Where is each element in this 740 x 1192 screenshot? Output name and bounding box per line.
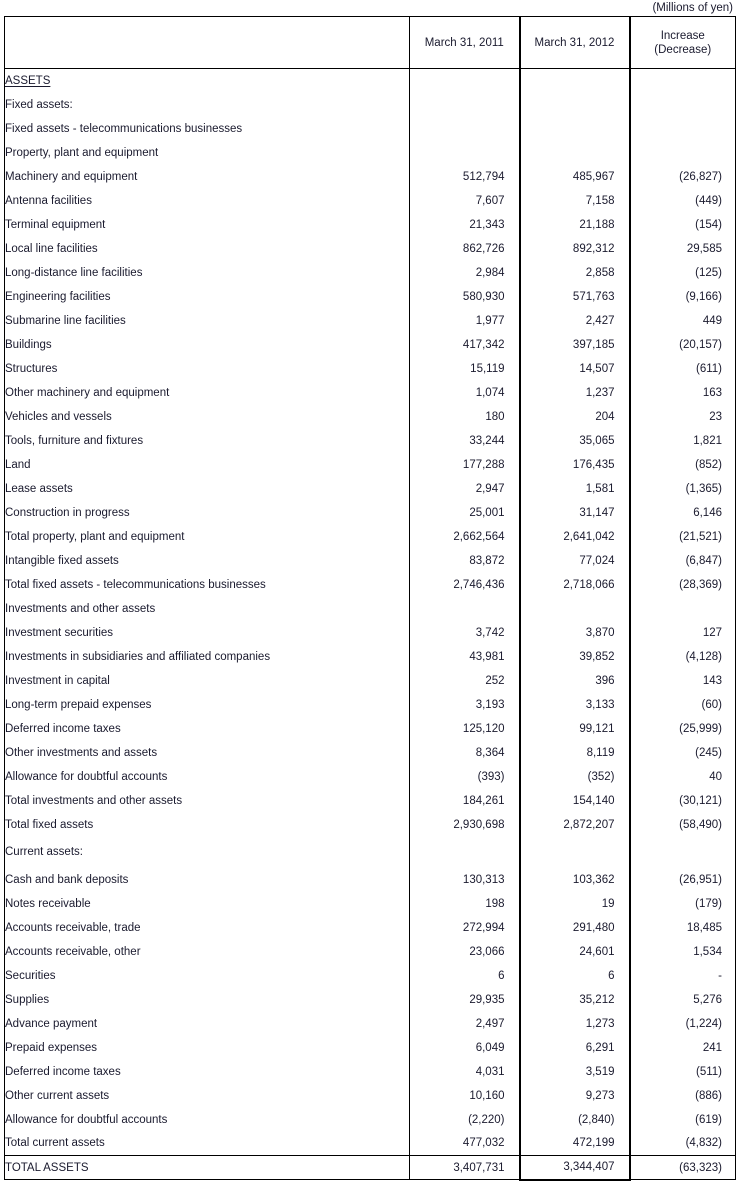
- row-value-2011: 23,066: [410, 940, 520, 964]
- table-row: [5, 141, 736, 165]
- table-row: [5, 261, 736, 285]
- row-value-2011: 7,607: [410, 189, 520, 213]
- table-row: [5, 988, 736, 1012]
- row-value-increase-decrease: [630, 141, 736, 165]
- table-row: [5, 669, 736, 693]
- table-row: [5, 237, 736, 261]
- table-row: [5, 69, 736, 93]
- row-value-2012: 35,065: [520, 429, 630, 453]
- row-value-2012: (352): [520, 765, 630, 789]
- row-label: Engineering facilities: [5, 285, 410, 309]
- row-value-2011: 3,742: [410, 621, 520, 645]
- row-value-increase-decrease: (21,521): [630, 525, 736, 549]
- row-label: Antenna facilities: [5, 189, 410, 213]
- table-row: [5, 964, 736, 988]
- assets-balance-sheet-table: [4, 16, 736, 1181]
- row-value-increase-decrease: (63,323): [630, 1156, 736, 1180]
- row-value-2011: 198: [410, 892, 520, 916]
- table-row: [5, 405, 736, 429]
- row-value-2012: 103,362: [520, 868, 630, 892]
- table-row: [5, 309, 736, 333]
- table-row: [5, 429, 736, 453]
- table-row: [5, 93, 736, 117]
- table-row: [5, 1132, 736, 1156]
- row-label: Prepaid expenses: [5, 1036, 410, 1060]
- row-value-increase-decrease: 143: [630, 669, 736, 693]
- row-value-2011: 43,981: [410, 645, 520, 669]
- column-header-year-2012: March 31, 2012: [520, 17, 630, 69]
- column-header-increase-decrease: [630, 17, 736, 69]
- column-header-label: [5, 17, 410, 69]
- row-value-2011: [410, 69, 520, 93]
- table-row: [5, 597, 736, 621]
- row-label: Investment in capital: [5, 669, 410, 693]
- row-label: Property, plant and equipment: [5, 141, 410, 165]
- table-row: [5, 1156, 736, 1180]
- row-value-2011: 83,872: [410, 549, 520, 573]
- row-value-2012: 204: [520, 405, 630, 429]
- row-label: Construction in progress: [5, 501, 410, 525]
- table-row: [5, 789, 736, 813]
- row-label: Total property, plant and equipment: [5, 525, 410, 549]
- row-value-increase-decrease: (886): [630, 1084, 736, 1108]
- row-value-2011: 3,407,731: [410, 1156, 520, 1180]
- row-value-2012: [520, 837, 630, 868]
- row-value-increase-decrease: (852): [630, 453, 736, 477]
- row-value-2012: 3,344,407: [520, 1156, 630, 1180]
- row-label: Land: [5, 453, 410, 477]
- row-label: TOTAL ASSETS: [5, 1156, 410, 1180]
- table-header-row: [5, 17, 736, 69]
- row-value-2012: 2,641,042: [520, 525, 630, 549]
- row-value-2012: [520, 597, 630, 621]
- row-value-2012: 892,312: [520, 237, 630, 261]
- row-value-2012: 7,158: [520, 189, 630, 213]
- row-value-2012: (2,840): [520, 1108, 630, 1132]
- row-label: Total investments and other assets: [5, 789, 410, 813]
- table-row: [5, 117, 736, 141]
- row-value-2011: 272,994: [410, 916, 520, 940]
- row-label: Total fixed assets: [5, 813, 410, 837]
- row-label: Total current assets: [5, 1132, 410, 1156]
- row-value-2011: 15,119: [410, 357, 520, 381]
- row-label: Other machinery and equipment: [5, 381, 410, 405]
- row-label: Buildings: [5, 333, 410, 357]
- row-value-2011: [410, 141, 520, 165]
- table-row: [5, 717, 736, 741]
- row-value-2012: 6,291: [520, 1036, 630, 1060]
- row-value-increase-decrease: (1,224): [630, 1012, 736, 1036]
- row-value-2011: 2,930,698: [410, 813, 520, 837]
- row-value-2012: 6: [520, 964, 630, 988]
- table-row: [5, 741, 736, 765]
- row-value-2011: [410, 837, 520, 868]
- row-value-increase-decrease: (1,365): [630, 477, 736, 501]
- row-value-increase-decrease: (26,827): [630, 165, 736, 189]
- row-label: Accounts receivable, other: [5, 940, 410, 964]
- row-label: Cash and bank deposits: [5, 868, 410, 892]
- row-value-2012: 396: [520, 669, 630, 693]
- row-value-2011: 184,261: [410, 789, 520, 813]
- row-value-increase-decrease: [630, 69, 736, 93]
- table-row: [5, 1012, 736, 1036]
- table-row: [5, 213, 736, 237]
- row-value-increase-decrease: 6,146: [630, 501, 736, 525]
- table-row: [5, 333, 736, 357]
- table-body: [5, 69, 736, 1180]
- row-value-increase-decrease: 18,485: [630, 916, 736, 940]
- row-value-2011: 252: [410, 669, 520, 693]
- row-value-2011: 130,313: [410, 868, 520, 892]
- row-label: Long-distance line facilities: [5, 261, 410, 285]
- table-row: [5, 813, 736, 837]
- row-value-increase-decrease: [630, 117, 736, 141]
- column-header-increase-line2: (Decrease): [654, 43, 712, 56]
- row-value-increase-decrease: -: [630, 964, 736, 988]
- table-row: [5, 1108, 736, 1132]
- table-row: [5, 1060, 736, 1084]
- row-value-2011: 580,930: [410, 285, 520, 309]
- table-row: [5, 381, 736, 405]
- row-value-increase-decrease: (60): [630, 693, 736, 717]
- row-value-increase-decrease: 29,585: [630, 237, 736, 261]
- row-value-2012: 3,133: [520, 693, 630, 717]
- units-caption: (Millions of yen): [652, 2, 733, 14]
- row-value-2011: 4,031: [410, 1060, 520, 1084]
- row-label: Investment securities: [5, 621, 410, 645]
- table-row: [5, 1084, 736, 1108]
- row-value-increase-decrease: (25,999): [630, 717, 736, 741]
- row-value-2012: 21,188: [520, 213, 630, 237]
- row-label: Deferred income taxes: [5, 1060, 410, 1084]
- row-label: Local line facilities: [5, 237, 410, 261]
- row-value-2012: 9,273: [520, 1084, 630, 1108]
- row-value-2011: 8,364: [410, 741, 520, 765]
- table-row: [5, 189, 736, 213]
- row-value-2012: 39,852: [520, 645, 630, 669]
- column-header-increase-line1: Increase: [660, 29, 705, 42]
- row-value-2011: 1,977: [410, 309, 520, 333]
- row-label: Allowance for doubtful accounts: [5, 765, 410, 789]
- table-row: [5, 525, 736, 549]
- row-value-2012: 485,967: [520, 165, 630, 189]
- row-value-2011: 2,497: [410, 1012, 520, 1036]
- row-value-2012: 8,119: [520, 741, 630, 765]
- row-label: Structures: [5, 357, 410, 381]
- row-value-2012: [520, 93, 630, 117]
- row-value-2012: 176,435: [520, 453, 630, 477]
- row-label: Fixed assets - telecommunications businesses: [5, 117, 410, 141]
- row-value-2011: 6: [410, 964, 520, 988]
- row-label: Notes receivable: [5, 892, 410, 916]
- row-value-increase-decrease: (179): [630, 892, 736, 916]
- row-value-2012: 1,581: [520, 477, 630, 501]
- row-value-2012: 19: [520, 892, 630, 916]
- row-label: Submarine line facilities: [5, 309, 410, 333]
- row-value-increase-decrease: (511): [630, 1060, 736, 1084]
- column-header-year-2011: March 31, 2011: [410, 17, 520, 69]
- table-row: [5, 1036, 736, 1060]
- row-label: Supplies: [5, 988, 410, 1012]
- row-label: Long-term prepaid expenses: [5, 693, 410, 717]
- table-row: [5, 357, 736, 381]
- row-value-2012: 2,858: [520, 261, 630, 285]
- row-value-2012: [520, 117, 630, 141]
- table-row: [5, 916, 736, 940]
- table-row: [5, 549, 736, 573]
- row-value-2011: 29,935: [410, 988, 520, 1012]
- row-value-increase-decrease: (6,847): [630, 549, 736, 573]
- row-value-2012: 1,273: [520, 1012, 630, 1036]
- row-value-2012: [520, 69, 630, 93]
- row-value-increase-decrease: (4,128): [630, 645, 736, 669]
- table-row: [5, 765, 736, 789]
- row-value-2012: 397,185: [520, 333, 630, 357]
- row-value-2012: 2,427: [520, 309, 630, 333]
- table-row: [5, 501, 736, 525]
- row-value-increase-decrease: [630, 93, 736, 117]
- row-value-increase-decrease: (58,490): [630, 813, 736, 837]
- row-label: Investments in subsidiaries and affiliated companies: [5, 645, 410, 669]
- row-value-2011: [410, 117, 520, 141]
- row-value-2011: [410, 597, 520, 621]
- row-value-2011: 2,984: [410, 261, 520, 285]
- table-row: [5, 645, 736, 669]
- row-value-2012: 472,199: [520, 1132, 630, 1156]
- row-value-2012: 1,237: [520, 381, 630, 405]
- row-value-2011: 10,160: [410, 1084, 520, 1108]
- row-label: Tools, furniture and fixtures: [5, 429, 410, 453]
- row-value-increase-decrease: 5,276: [630, 988, 736, 1012]
- row-value-2012: 14,507: [520, 357, 630, 381]
- row-value-increase-decrease: [630, 837, 736, 868]
- row-value-2011: (393): [410, 765, 520, 789]
- row-label: Lease assets: [5, 477, 410, 501]
- row-value-2011: 180: [410, 405, 520, 429]
- row-value-increase-decrease: 1,821: [630, 429, 736, 453]
- row-value-2011: (2,220): [410, 1108, 520, 1132]
- table-row: [5, 285, 736, 309]
- row-value-increase-decrease: (154): [630, 213, 736, 237]
- row-label: Other current assets: [5, 1084, 410, 1108]
- row-value-2011: 512,794: [410, 165, 520, 189]
- row-label: Accounts receivable, trade: [5, 916, 410, 940]
- row-value-2012: 77,024: [520, 549, 630, 573]
- row-value-increase-decrease: 241: [630, 1036, 736, 1060]
- row-value-increase-decrease: 163: [630, 381, 736, 405]
- row-value-2011: [410, 93, 520, 117]
- row-value-2011: 6,049: [410, 1036, 520, 1060]
- row-label: Fixed assets:: [5, 93, 410, 117]
- row-value-increase-decrease: (26,951): [630, 868, 736, 892]
- row-value-2012: 571,763: [520, 285, 630, 309]
- row-value-2012: 2,718,066: [520, 573, 630, 597]
- table-row: [5, 892, 736, 916]
- row-label: Investments and other assets: [5, 597, 410, 621]
- row-value-increase-decrease: 127: [630, 621, 736, 645]
- row-value-2011: 25,001: [410, 501, 520, 525]
- row-value-2011: 477,032: [410, 1132, 520, 1156]
- table-row: [5, 837, 736, 868]
- row-value-increase-decrease: 449: [630, 309, 736, 333]
- row-value-increase-decrease: (28,369): [630, 573, 736, 597]
- table-row: [5, 453, 736, 477]
- row-value-2012: 3,519: [520, 1060, 630, 1084]
- row-value-increase-decrease: (245): [630, 741, 736, 765]
- row-value-2011: 2,662,564: [410, 525, 520, 549]
- table-row: [5, 621, 736, 645]
- row-label: Allowance for doubtful accounts: [5, 1108, 410, 1132]
- table-row: [5, 940, 736, 964]
- row-value-increase-decrease: (125): [630, 261, 736, 285]
- row-value-2011: 1,074: [410, 381, 520, 405]
- row-value-2012: 24,601: [520, 940, 630, 964]
- row-value-increase-decrease: 23: [630, 405, 736, 429]
- table-row: [5, 165, 736, 189]
- row-label: Current assets:: [5, 837, 410, 868]
- row-value-increase-decrease: (611): [630, 357, 736, 381]
- row-label: Total fixed assets - telecommunications businesses: [5, 573, 410, 597]
- row-value-2012: [520, 141, 630, 165]
- row-value-2012: 154,140: [520, 789, 630, 813]
- row-value-2012: 99,121: [520, 717, 630, 741]
- row-value-2011: 3,193: [410, 693, 520, 717]
- row-value-2012: 35,212: [520, 988, 630, 1012]
- row-value-2011: 2,947: [410, 477, 520, 501]
- row-label: Securities: [5, 964, 410, 988]
- row-label: Machinery and equipment: [5, 165, 410, 189]
- table-row: [5, 868, 736, 892]
- row-label-text: ASSETS: [5, 74, 51, 87]
- row-value-increase-decrease: (9,166): [630, 285, 736, 309]
- row-value-2011: 21,343: [410, 213, 520, 237]
- row-value-increase-decrease: 40: [630, 765, 736, 789]
- row-label: Deferred income taxes: [5, 717, 410, 741]
- row-value-increase-decrease: (20,157): [630, 333, 736, 357]
- row-value-2011: 177,288: [410, 453, 520, 477]
- row-label: Intangible fixed assets: [5, 549, 410, 573]
- row-value-increase-decrease: (449): [630, 189, 736, 213]
- row-value-2012: 31,147: [520, 501, 630, 525]
- row-value-2012: 291,480: [520, 916, 630, 940]
- row-value-2011: 33,244: [410, 429, 520, 453]
- row-value-increase-decrease: (4,832): [630, 1132, 736, 1156]
- row-value-increase-decrease: [630, 597, 736, 621]
- table-row: [5, 693, 736, 717]
- row-value-2012: 2,872,207: [520, 813, 630, 837]
- row-value-2011: 2,746,436: [410, 573, 520, 597]
- row-value-2011: 125,120: [410, 717, 520, 741]
- table-row: [5, 477, 736, 501]
- row-label: Terminal equipment: [5, 213, 410, 237]
- row-value-increase-decrease: (619): [630, 1108, 736, 1132]
- row-value-2011: 417,342: [410, 333, 520, 357]
- table-row: [5, 573, 736, 597]
- row-value-increase-decrease: 1,534: [630, 940, 736, 964]
- row-value-2011: 862,726: [410, 237, 520, 261]
- row-value-increase-decrease: (30,121): [630, 789, 736, 813]
- row-label: Other investments and assets: [5, 741, 410, 765]
- row-label: [5, 69, 410, 93]
- row-label: Advance payment: [5, 1012, 410, 1036]
- row-label: Vehicles and vessels: [5, 405, 410, 429]
- row-value-2012: 3,870: [520, 621, 630, 645]
